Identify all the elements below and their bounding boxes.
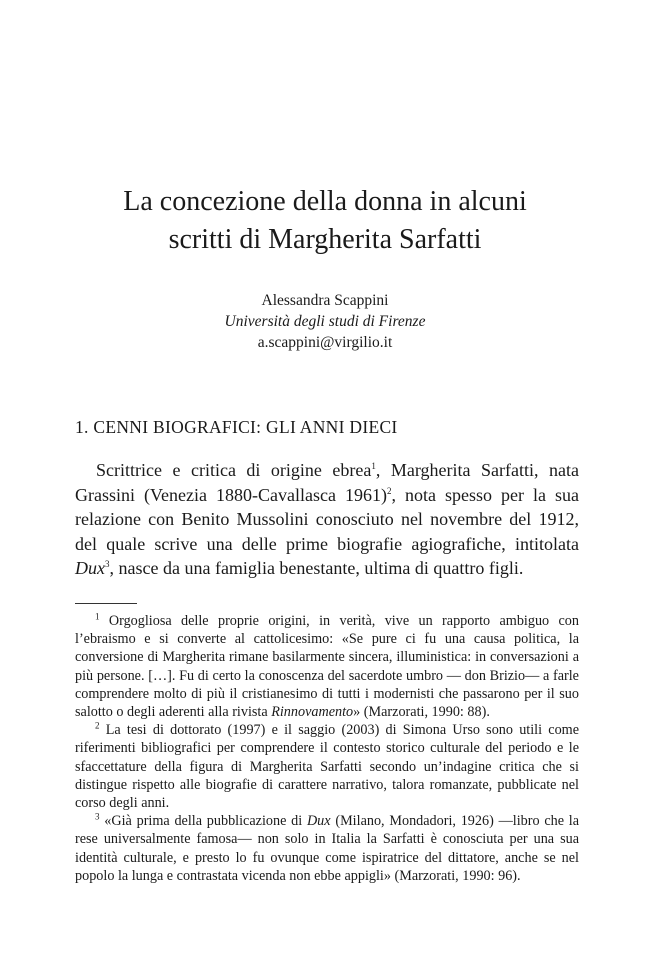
footnote-number: 3 (95, 811, 100, 822)
section-heading: 1. CENNI BIOGRAFICI: GLI ANNI DIECI (75, 417, 398, 437)
article-title (0, 183, 650, 259)
body-text-part: , nota spesso per la sua relazione con Benito Mussolini conosciuto nel novembre del 1912, del quale scrive una delle prime biografie agiografiche, intitolata (75, 484, 579, 554)
book-title-dux: Dux (75, 558, 105, 578)
journal-title: Rinnovamento (271, 704, 354, 721)
footnote-number: 2 (95, 720, 100, 731)
footnote-text: (Milano, Mondadori, 1926) —libro che la rese universalmente famosa— non solo in Italia la Sarfatti è conosciuta per una sua identità culturale, e presto lo fu ovunque come ispiratrice del dittatore, anche se nel popolo la lunga e contrastata vicenda non ebbe appigli» (Marzorati, 1990: 96). (75, 813, 580, 884)
footnote-separator (75, 603, 137, 604)
author-email: a.scappini@virgilio.it (257, 334, 393, 351)
footnote-1 (75, 612, 579, 721)
footnote-number: 1 (95, 611, 100, 622)
footnote-3 (75, 812, 579, 885)
footnote-text: » (Marzorati, 1990: 88). (353, 704, 490, 721)
author-name: Alessandra Scappini (261, 292, 389, 309)
book-title-dux: Dux (306, 813, 331, 830)
footnote-2 (75, 721, 579, 812)
author-affiliation: Università degli studi di Firenze (224, 313, 426, 330)
footnote-ref-2: 2 (386, 485, 392, 496)
author-block (0, 290, 650, 353)
footnote-text: La tesi di dottorato (1997) e il saggio (2003) di Simona Urso sono utili come riferimenti bibliografici per comprendere il contesto storico culturale del periodo e le sfaccettature della figura di Margherita Sarfatti secondo un’indagine critica che si distingue rispetto alle biografie di carattere narrativo, talora romanzate, pubblicate nel corso degli anni. (75, 722, 580, 812)
footnotes (75, 612, 579, 885)
footnote-ref-1: 1 (371, 461, 376, 471)
footnote-ref-3: 3 (105, 559, 110, 569)
footnote-text: «Già prima della pubblicazione di (104, 813, 307, 830)
body-text-part: , nasce da una famiglia benestante, ultima di quattro figli. (109, 558, 524, 578)
body-text-part: , Margherita Sarfatti, nata Grassini (Venezia 1880-Cavallasca 1961) (75, 460, 579, 505)
footnote-text: Orgogliosa delle proprie origini, in verità, vive un rapporto ambiguo con l’ebraismo e si converte al cattolicesimo: «Se pure ci fu una causa politica, la conversione di Margherita rimane basilarmente sincera, illuministica: in conversazioni a più persone. […]. Fu di certo la conoscenza del sacerdote umbro — don Brizio— a farle comprendere molto di più il cristianesimo di tutti i modernisti che passarono per il suo salotto o degli aderenti alla rivista (75, 613, 579, 721)
body-paragraph (75, 458, 579, 581)
title-line-2: scritti di Margherita Sarfatti (168, 224, 482, 255)
title-line-1: La concezione della donna in alcuni (123, 186, 527, 217)
body-text-part: Scrittrice e critica di origine ebrea (96, 460, 372, 480)
